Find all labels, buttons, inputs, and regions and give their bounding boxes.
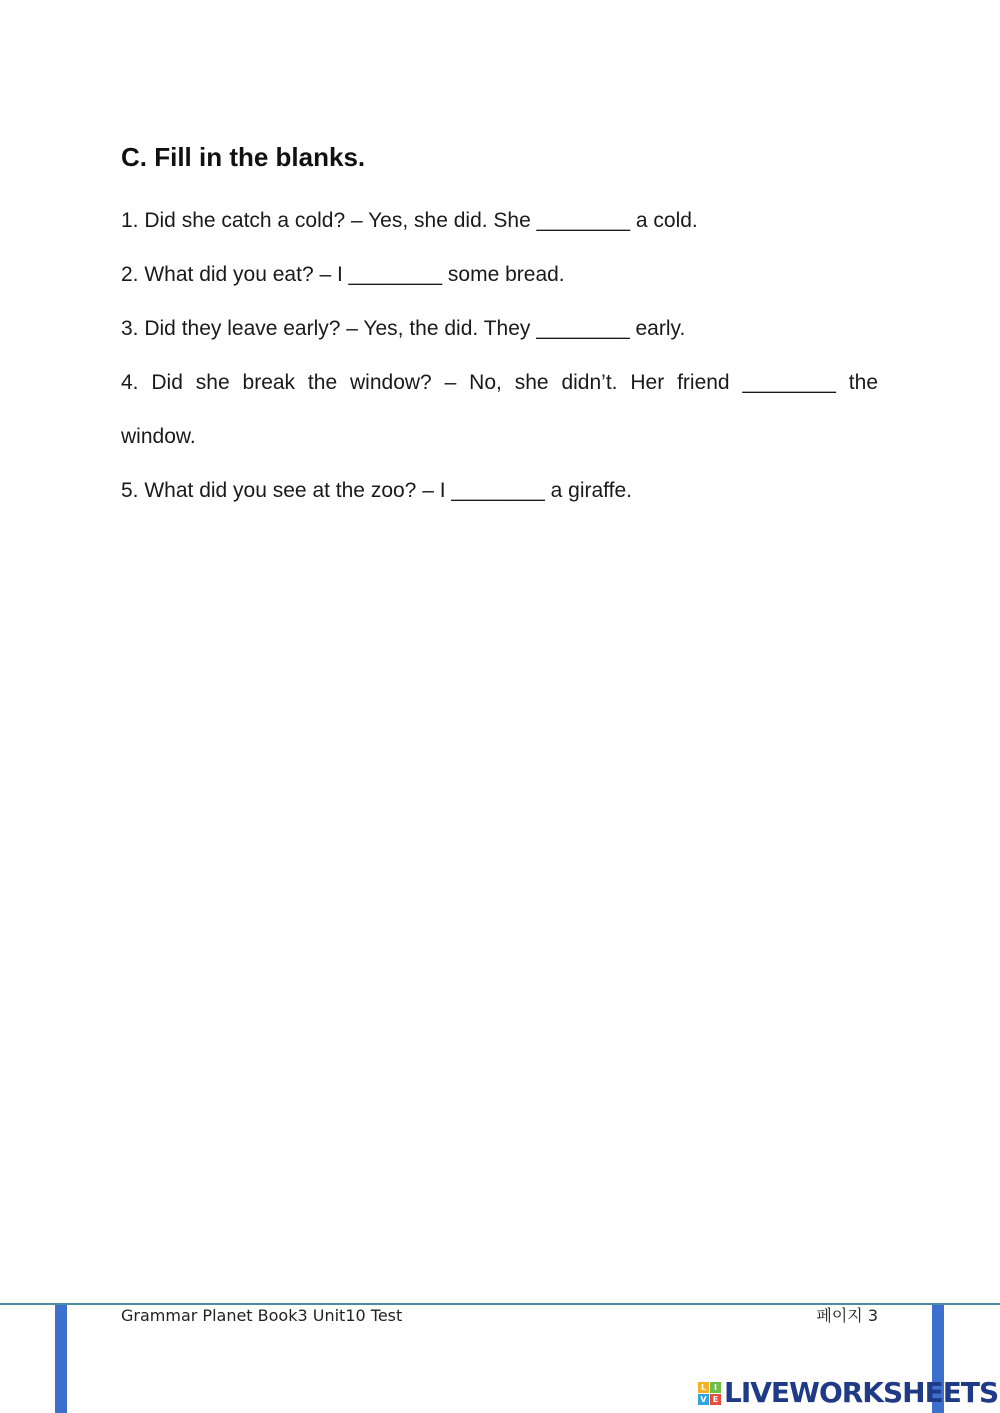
section-title: C. Fill in the blanks.	[121, 142, 366, 172]
question-4-continuation: window.	[121, 425, 196, 448]
question-1: 1. Did she catch a cold? – Yes, she did. She ________ a cold.	[121, 209, 698, 232]
question-5: 5. What did you see at the zoo? – I ________ a giraffe.	[121, 479, 632, 502]
footer-page-number: 페이지 3	[816, 1306, 878, 1325]
liveworksheets-logo[interactable]	[698, 1378, 998, 1408]
footer-document-title: Grammar Planet Book3 Unit10 Test	[121, 1306, 403, 1325]
logo-letter-i: I	[710, 1382, 721, 1393]
liveworksheets-wordmark: LIVEWORKSHEETS	[724, 1376, 999, 1409]
question-2: 2. What did you eat? – I ________ some bread.	[121, 263, 565, 286]
logo-letter-e: E	[710, 1394, 721, 1405]
logo-letter-v: V	[698, 1394, 709, 1405]
logo-letter-l: L	[698, 1382, 709, 1393]
question-4: 4. Did she break the window? – No, she didn’t. Her friend ________ the	[121, 371, 878, 394]
question-3: 3. Did they leave early? – Yes, the did. They ________ early.	[121, 317, 686, 340]
footer-rule	[0, 1303, 1000, 1305]
liveworksheets-icon	[698, 1382, 721, 1405]
footer-left-bar	[55, 1305, 67, 1413]
